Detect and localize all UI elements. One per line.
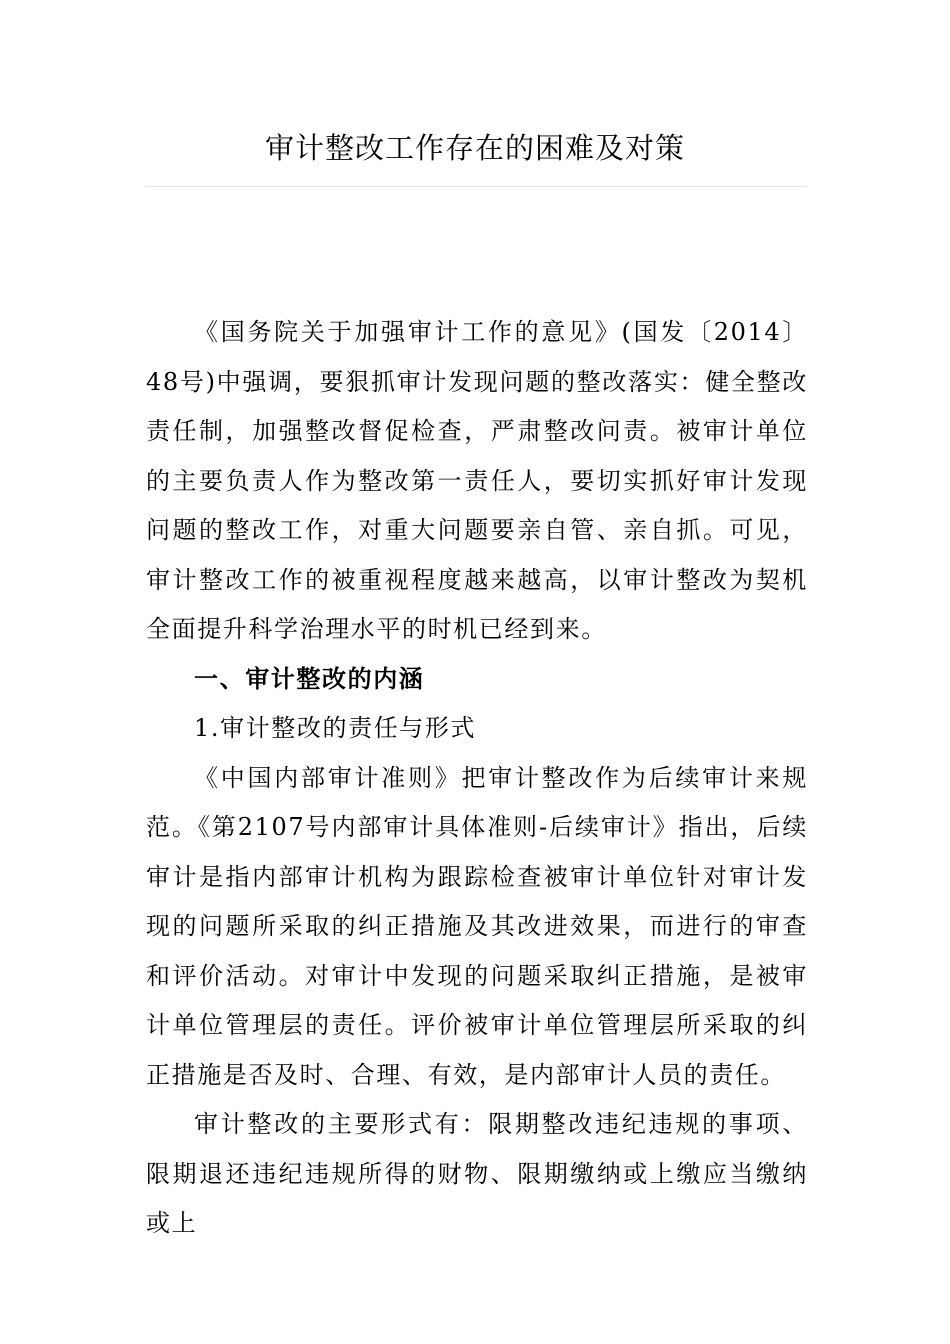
paragraph-standards: 《中国内部审计准则》把审计整改作为后续审计来规范。《第2107号内部审计具体准则-后续审计》指出，后续审计是指内部审计机构为跟踪检查被审计单位针对审计发现的问题所采取的纠正措施及其改进效果，而进行的审查和评价活动。对审计中发现的问题采取纠正措施，是被审计单位管理层的责任。评价被审计单位管理层所采取的纠正措施是否及时、合理、有效，是内部审计人员的责任。	[146, 763, 808, 1089]
paragraph-intro: 《国务院关于加强审计工作的意见》(国发〔2014〕48号)中强调，要狠抓审计发现问题的整改落实：健全整改责任制，加强整改督促检查，严肃整改问责。被审计单位的主要负责人作为整改第一责任人，要切实抓好审计发现问题的整改工作，对重大问题要亲自管、亲自抓。可见，审计整改工作的被重视程度越来越高，以审计整改为契机全面提升科学治理水平的时机已经到来。	[146, 318, 808, 643]
title-divider	[145, 186, 807, 187]
document-body	[146, 308, 808, 1249]
section-heading-1: 一、审计整改的内涵	[194, 664, 425, 693]
paragraph-forms: 审计整改的主要形式有：限期整改违纪违规的事项、限期退还违纪违规所得的财物、限期缴纳或上缴应当缴纳或上	[146, 1110, 808, 1237]
document-title: 审计整改工作存在的困难及对策	[264, 131, 685, 165]
subsection-heading-1-1: 1.审计整改的责任与形式	[194, 714, 477, 742]
